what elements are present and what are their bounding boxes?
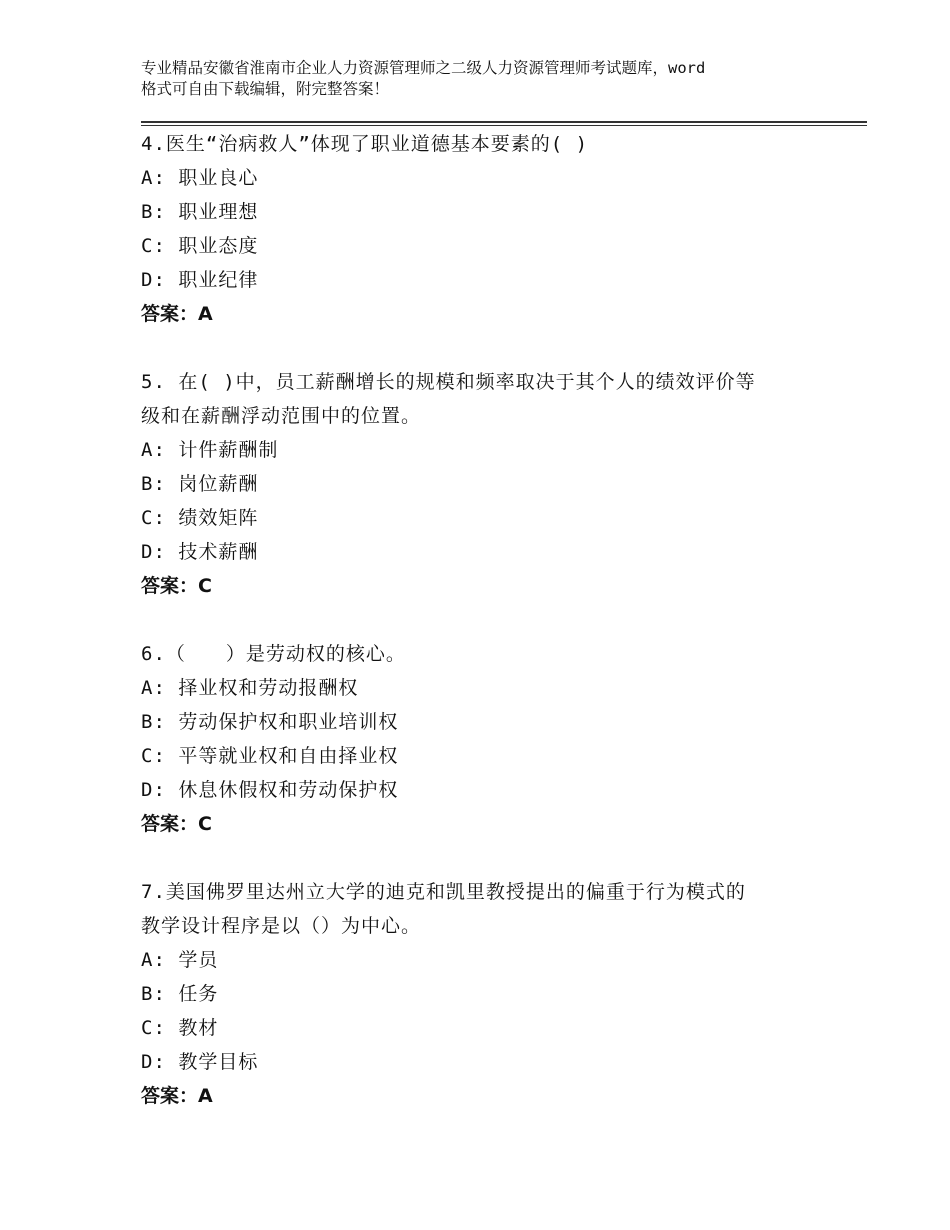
answer-option: D: 教学目标 [141, 1051, 259, 1073]
answer-option: A: 择业权和劳动报酬权 [141, 677, 359, 699]
answer-option: B: 任务 [141, 983, 219, 1005]
answer-option: B: 职业理想 [141, 201, 259, 223]
question-stem: 4.医生“治病救人”体现了职业道德基本要素的( ) [141, 133, 589, 155]
question-list [141, 127, 831, 1147]
answer-option: D: 休息休假权和劳动保护权 [141, 779, 399, 801]
answer-option: A: 职业良心 [141, 167, 259, 189]
document-header [141, 58, 841, 100]
answer-option: C: 平等就业权和自由择业权 [141, 745, 399, 767]
header-rule [141, 121, 867, 123]
answer-option: B: 岗位薪酬 [141, 473, 259, 495]
question-stem: 5. 在( )中，员工薪酬增长的规模和频率取决于其个人的绩效评价等 [141, 371, 756, 393]
question-block [141, 365, 831, 603]
answer-option: C: 教材 [141, 1017, 219, 1039]
answer-option: C: 绩效矩阵 [141, 507, 259, 529]
answer-option: B: 劳动保护权和职业培训权 [141, 711, 399, 733]
question-block [141, 875, 831, 1113]
correct-answer: 答案：C [141, 575, 212, 597]
question-stem: 教学设计程序是以（）为中心。 [141, 915, 422, 937]
answer-option: A: 学员 [141, 949, 219, 971]
correct-answer: 答案：A [141, 303, 213, 325]
answer-option: A: 计件薪酬制 [141, 439, 279, 461]
question-stem: 6.（ ）是劳动权的核心。 [141, 643, 406, 665]
answer-option: C: 职业态度 [141, 235, 259, 257]
header-rule-thin [141, 125, 867, 126]
header-line-2: 格式可自由下载编辑，附完整答案！ [141, 80, 390, 98]
correct-answer: 答案：C [141, 813, 212, 835]
answer-option: D: 职业纪律 [141, 269, 259, 291]
answer-option: D: 技术薪酬 [141, 541, 259, 563]
question-block [141, 637, 831, 841]
question-stem: 7.美国佛罗里达州立大学的迪克和凯里教授提出的偏重于行为模式的 [141, 881, 746, 903]
question-stem: 级和在薪酬浮动范围中的位置。 [141, 405, 422, 427]
header-line-1: 专业精品安徽省淮南市企业人力资源管理师之二级人力资源管理师考试题库，word [141, 59, 706, 77]
question-block [141, 127, 831, 331]
correct-answer: 答案：A [141, 1085, 213, 1107]
